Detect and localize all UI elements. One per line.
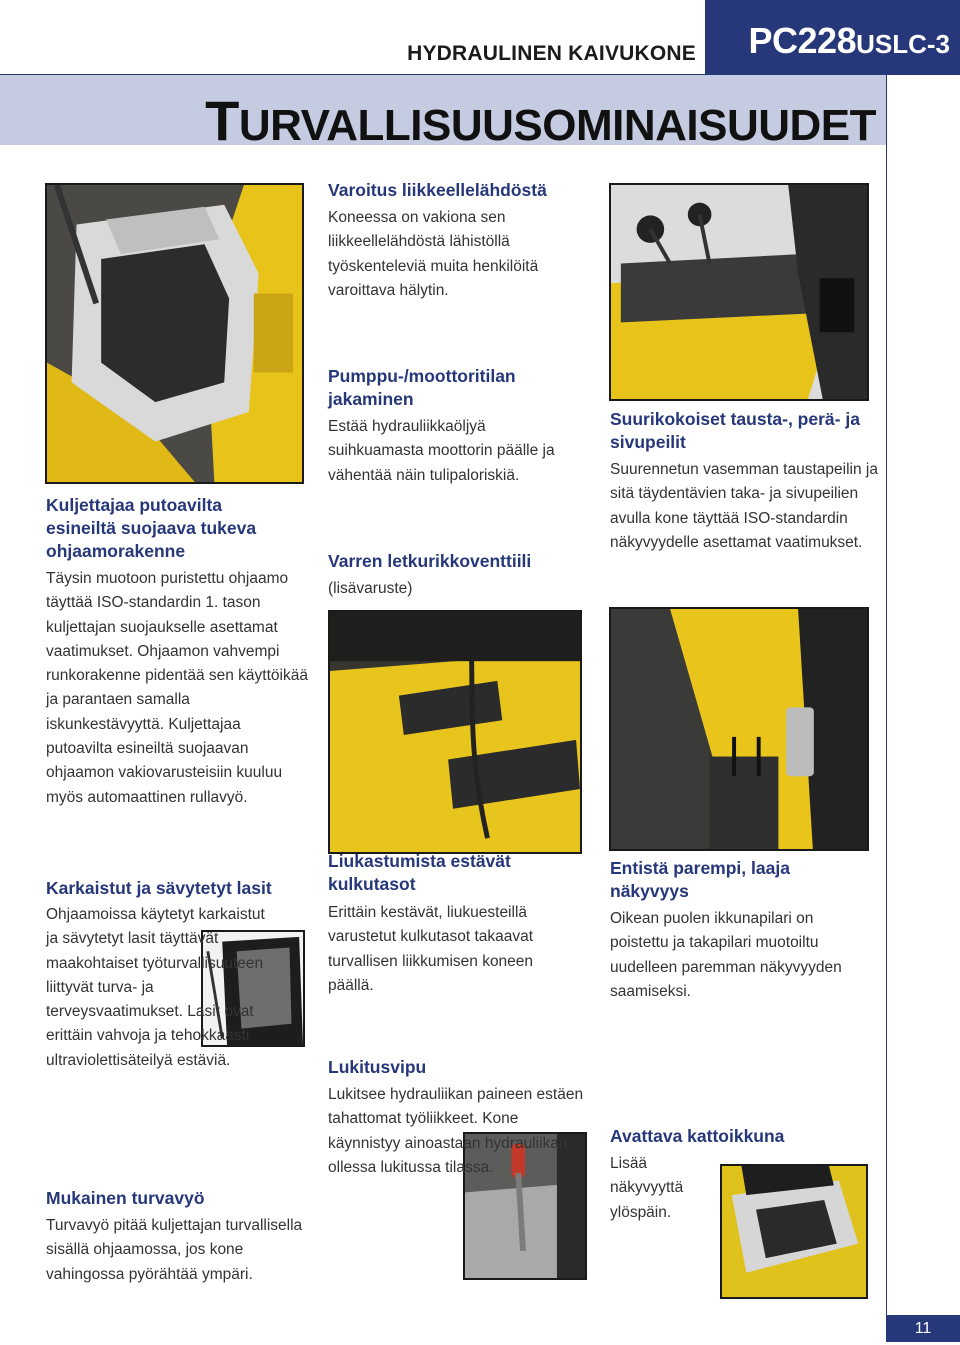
lock-heading: Lukitusvipu bbox=[328, 1057, 427, 1077]
roof-body: Lisää näkyvyyttä ylöspäin. bbox=[610, 1155, 684, 1221]
pump-heading: Pumppu-/moottoritilan jakaminen bbox=[328, 366, 516, 409]
model-name: PC228 bbox=[748, 20, 857, 61]
valve-body: (lisävaruste) bbox=[328, 580, 413, 597]
roof-window-photo bbox=[720, 1164, 868, 1299]
pump-body: Estää hydrauliikkaöljyä suihkuamasta moottorin päälle ja vähentää näin tulipaloriskiä. bbox=[328, 418, 555, 484]
lock-body-wrap bbox=[328, 1083, 588, 1180]
glass-body: Ohjaamoissa käytetyt karkaistut ja sävytetyt lasit täyttävät maakohtaiset työturvallisuuteen liittyvät turva- ja terveysvaatimukset. Lasit ovat erittäin vahvoja ja tehokkaasti ultraviolettisäteilyä estäviä. bbox=[46, 906, 265, 1069]
model-badge bbox=[705, 0, 960, 74]
page-title-initial: T bbox=[205, 89, 239, 152]
alarm-heading: Varoitus liikkeellelähdöstä bbox=[328, 180, 547, 200]
margin-rule bbox=[886, 145, 887, 1340]
page-number: 11 bbox=[886, 1315, 960, 1342]
mirrors-photo bbox=[609, 183, 869, 401]
glass-heading: Karkaistut ja sävytetyt lasit bbox=[46, 878, 272, 898]
mirror-body: Suurennetun vasemman taustapeilin ja sitä täydentävien taka- ja sivupeilien avulla kone täyttää ISO-standardin näkyvyydelle asettamat vaatimukset. bbox=[610, 461, 878, 551]
glass-body-top bbox=[46, 903, 276, 1073]
belt-heading: Mukainen turvavyö bbox=[46, 1188, 205, 1208]
cab-heading: Kuljettajaa putoavilta esineiltä suojaava tukeva ohjaamorakenne bbox=[46, 495, 257, 561]
cab-structure-photo bbox=[45, 183, 304, 484]
view-body: Oikean puolen ikkunapilari on poistettu ja takapilari muotoiltu uudelleen paremman näkyvyyden saamiseksi. bbox=[610, 910, 842, 1000]
title-band-edge bbox=[886, 75, 887, 145]
mirror-heading: Suurikokoiset tausta-, perä- ja sivupeilit bbox=[610, 409, 860, 452]
document-subtitle: HYDRAULINEN KAIVUKONE bbox=[407, 42, 696, 65]
slip-heading: Liukastumista estävät kulkutasot bbox=[328, 851, 511, 894]
cab-view-photo bbox=[609, 607, 869, 851]
engine-compartment-photo bbox=[328, 610, 582, 854]
slip-body: Erittäin kestävät, liukuesteillä varustetut kulkutasot takaavat turvallisen liikkumisen koneen päällä. bbox=[328, 904, 534, 994]
page-title-rest: URVALLISUUSOMINAISUUDET bbox=[238, 101, 876, 150]
roof-heading: Avattava kattoikkuna bbox=[610, 1126, 785, 1146]
belt-body: Turvavyö pitää kuljettajan turvallisella sisällä ohjaamossa, jos kone vahingossa pyörähtää ympäri. bbox=[46, 1217, 303, 1283]
lock-body: Lukitsee hydrauliikan paineen estäen tahattomat työliikkeet. Kone käynnistyy ainoastaan hydrauliikan ollessa lukitussa tilassa. bbox=[328, 1086, 584, 1176]
page-title bbox=[0, 88, 876, 153]
cab-body: Täysin muotoon puristettu ohjaamo täyttää ISO-standardin 1. tason kuljettajan suojaukselle asettamat vaatimukset. Ohjaamon vahvempi runkorakenne pidentää sen käyttöikää ja parantaen samalla iskunkestävyyttä. Kuljettajaa putoavilta esineiltä suojaavan ohjaamon vakiovarusteisiin kuuluu myös automaattinen rullavyö. bbox=[46, 570, 308, 806]
view-heading: Entistä parempi, laaja näkyvyys bbox=[610, 858, 790, 901]
valve-heading: Varren letkurikkoventtiili bbox=[328, 551, 532, 571]
alarm-body: Koneessa on vakiona sen liikkeellelähdöstä lähistöllä työskenteleviä muita henkilöitä varoittava hälytin. bbox=[328, 209, 539, 299]
model-variant: USLC-3 bbox=[856, 29, 950, 59]
